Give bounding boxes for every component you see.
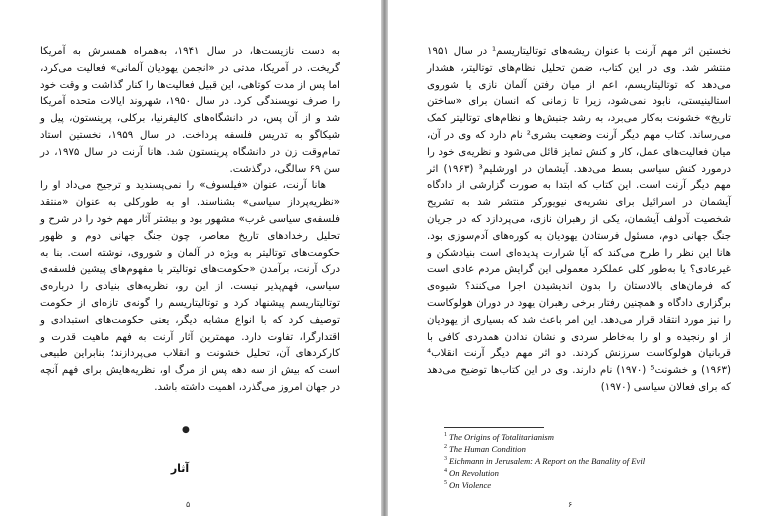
- left-page-number: ۵: [186, 500, 191, 509]
- footnotes: [444, 430, 734, 490]
- footnote-1: [444, 430, 734, 442]
- footnote-rule: [444, 427, 544, 428]
- section-heading-works: آثار: [170, 462, 190, 475]
- footnote-text: On Violence: [449, 480, 492, 491]
- left-paragraph-1: به دست نازیست‌ها، در سال ۱۹۴۱، به‌همراه همسرش به آمریکا گریخت. در آمریکا، مدتی در «انجمن یهودیان آلمانی» فعالیت می‌کرد، اما پس از مدت کوتاهی، این قبیل فعالیت‌ها را کنار گذاشت و وقت خود را صرف نویسندگی کرد. در سال ۱۹۵۰، شهروند ایالات متحده آمریکا شد و از آن پس، در دانشگاه‌های کالیفرنیا، برکلی، پرینستون، پیل و شیکاگو به تدریس فلسفه پرداخت. در سال ۱۹۵۹، نخستین استاد تمام‌وقت زن در دانشگاه پرینستون شد. هانا آرنت در سال ۱۹۷۵، در سن ۶۹ سالگی، درگذشت.: [40, 46, 340, 175]
- footnote-3: [444, 454, 734, 466]
- footnote-mark: 3: [444, 456, 447, 463]
- footnote-mark: 2: [444, 444, 447, 451]
- footnote-text: On Revolution: [449, 468, 499, 479]
- footnote-text: The Human Condition: [449, 443, 526, 454]
- footnote-2: [444, 442, 734, 454]
- left-paragraph-2: هانا آرنت، عنوان «فیلسوف» را نمی‌پسندید و ترجیح می‌داد او را «نظریه‌پرداز سیاسی» بشناسند. او به طورکلی به عنوان «منتقد فلسفه‌ی سیاسی غرب» مشهور بود و بیشتر آثار مهم خود را در شرح و تحلیل رخدادهای تاریخ معاصر، چون جنگ جهانی دوم و ظهور حکومت‌های توتالیتر به ویژه در آلمان و شوروی، نوشته است. بنا به درک آرنت، برآمدن «حکومت‌های توتالیتر با مفهوم‌های پیشین فلسفه‌ی سیاسی، فهم‌پذیر نیست. از این رو، نظریه‌های بنیادی را درباره‌ی توتالیتاریسم پیشنهاد کرد و توتالیتاریسم را گونه‌ی تازه‌ای از حکومت توصیف کرد که با انواع مشابه دیگر، یعنی حکومت‌های استبدادی و اقتدارگرا، تفاوت دارد. مهمترین آثار آرنت به فهم ماهیت قدرت و کارکردهای آن، تحلیل خشونت و انقلاب می‌پردازند؛ بنابراین طبیعی است که بیش از سه دهه پس از مرگ او، نظریه‌هایش برای فهم آنچه در جهان امروز می‌گذرد، اهمیت داشته باشد.: [40, 180, 340, 393]
- footnote-4: [444, 466, 734, 478]
- footnote-text: Eichmann in Jerusalem: A Report on the Banality of Evil: [449, 455, 646, 466]
- left-page-body: [40, 44, 340, 397]
- section-ornament: ●: [182, 425, 190, 435]
- footnote-mark: 4: [444, 468, 447, 475]
- footnote-text: The Origins of Totalitarianism: [449, 431, 554, 442]
- footnote-mark: 5: [444, 480, 447, 487]
- footnote-mark: 1: [444, 432, 447, 438]
- right-paragraph-1: نخستین اثر مهم آرنت با عنوان ریشه‌های توتالیتاریسم¹ در سال ۱۹۵۱ منتشر شد. وی در این کتاب، ضمن تحلیل نظام‌های توتالیتر، هشدار می‌دهد که توتالیتاریسم، اعم از میان رفتن آلمان نازی یا شوروی استالینیستی، نابود نمی‌شود، زیرا تا زمانی که انسان برای «ساختن تاریخ» خشونت به‌کار می‌برد، به رشد جنبش‌ها و نظام‌های توتالیتر کمک می‌رساند. کتاب مهم دیگر آرنت وضعیت بشری² نام دارد که وی در آن، میان فعالیت‌های عمل، کار و کنش تمایز قائل می‌شود و نظریه‌ی خود را درمورد کنش سیاسی بسط می‌دهد. آیشمان در اورشلیم³ (۱۹۶۳) اثر مهم دیگر آرنت است. این کتاب که ابتدا به صورت گزارشی از دادگاه آیشمان در اسرائیل برای نشریه‌ی نیویورکر منتشر شد به تشریح شخصیت آدولف آیشمان، یکی از رهبران نازی، می‌پردازد که در جریان جنگ جهانی دوم، مسئول فرستادن یهودیان به کوره‌های آدم‌سوزی بود. هانا این نظر را طرح می‌کند که آیا شرارت پدیده‌ای است بنیادشکن و غیرعادی؟ یا به‌طور کلی عملکرد معمولی این گرایش مردم عادی است که فرمان‌های بالادستان را بدون اندیشیدن اجرا می‌کنند؟ شیوه‌ی برگزاری دادگاه و همچنین رفتار برخی رهبران یهود در دوران هولوکاست را نیز مورد انتقاد قرار می‌دهد. این امر باعث شد که بسیاری از یهودیان از او رنجیده و او را به‌خاطر سردی و نشان ندادن همدردی کافی با قربانیان هولوکاست سرزنش کردند. دو اثر مهم دیگر آرنت انقلاب⁴ (۱۹۶۳) و خشونت⁵ (۱۹۷۰) نام دارند. وی در این کتاب‌ها توضیح می‌دهد که برای فعالان سیاسی (۱۹۷۰): [427, 46, 732, 393]
- right-page-body: [427, 44, 731, 397]
- book-gutter: [381, 0, 388, 516]
- footnote-5: [444, 478, 734, 490]
- right-page-number: ۶: [568, 500, 573, 509]
